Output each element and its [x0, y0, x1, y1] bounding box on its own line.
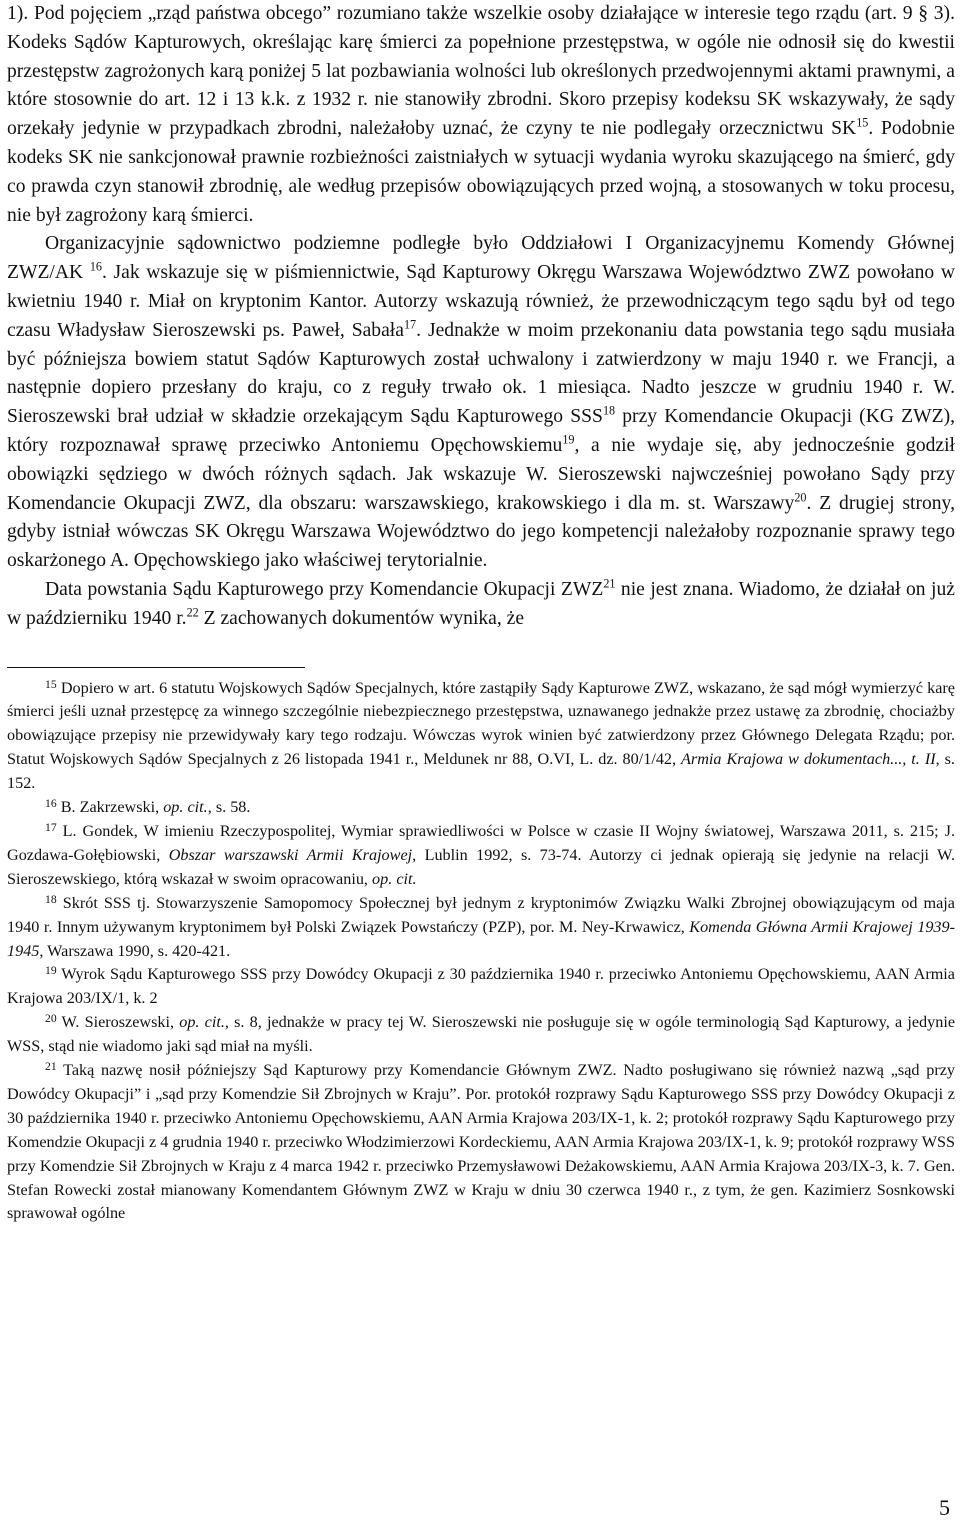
page-number: 5: [939, 1495, 950, 1520]
footnote-number: 16: [45, 796, 57, 810]
footnote: [7, 677, 955, 797]
document-page: [7, 0, 955, 1226]
text-run: Dopiero w art. 6 statutu Wojskowych Sądów Specjalnych, które zastąpiły Sądy Kapturowe ZWZ, wskazano, że sąd mógł wymierzyć karę śmierci jeśli uznał przestępcę za winnego szczególnie niebezpiecznego przestępstwa, uznawanego jednakże przez ustawę za zbrodnię, chociażby obowiązujące przepisy nie przewidywały kary tego rodzaju. Wówczas wyrok winien być zatwierdzony przez Głównego Delegata Rządu; por. Statut Wojskowych Sądów Specjalnych z 26 listopada 1941 r., Meldunek nr 88, O.VI, L. dz. 80/1/42,: [7, 678, 955, 769]
text-run: , s. 8, jednakże w pracy tej W. Sieroszewski nie posługuje się w ogóle terminologią Sąd Kapturowy, a jedynie WSS, stąd nie wiadomo jaki sąd miał na myśli.: [7, 1013, 956, 1056]
footnote-number: 18: [45, 892, 57, 906]
footnote-number: 21: [45, 1059, 57, 1073]
paragraph: [7, 576, 955, 634]
text-run: . Z drugiej strony, gdyby istniał wówczas SK Okręgu Warszawa Województwo do jego kompetencji należałoby rozpoznanie sprawy tego oskarżonego A. Opęchowskiego jako właściwej terytorialnie.: [7, 492, 955, 572]
text-run: . Podobnie kodeks SK nie sankcjonował prawnie rozbieżności zaistniałych w sytuacji wydania wyroku skazującego na śmierć, gdy co prawda czyn stanowił zbrodnię, ale według przepisów obowiązujących przed wojną, a stosowanych w toku procesu, nie był zagrożony karą śmierci.: [7, 118, 955, 226]
text-run: nie jest znana. Wiadomo, że działał on już w październiku 1940 r.: [7, 578, 955, 629]
text-run: Skrót SSS tj. Stowarzyszenie Samopomocy Społecznej był jednym z kryptonimów Związku Walki Zbrojnej obowiązującym od maja 1940 r. Innym używanym kryptonimem był Polski Związek Powstańczy (PZP), por. M. Ney-Krwawicz,: [7, 893, 955, 936]
text-run: Taką nazwę nosił późniejszy Sąd Kapturowy przy Komendancie Głównym ZWZ. Nadto posługiwano się również nazwą „sąd przy Dowódcy Okupacji” i „sąd przy Komendzie Sił Zbrojnych w Kraju”. Por. protokół rozprawy Sądu Kapturowego SSS przy Dowódcy Okupacji z 30 października 1940 r. przeciwko Antoniemu Opęchowskiemu, AAN Armia Krajowa 203/IX-1, k. 2; protokół rozprawy Sądu Kapturowego przy Komendzie Okupacji z 4 grudnia 1940 r. przeciwko Włodzimierzowi Kordeckiemu, AAN Armia Krajowa 203/IX-1, k. 9; protokół rozprawy WSS przy Komendzie Sił Zbrojnych w Kraju z 4 marca 1942 r. przeciwko Przemysławowi Deżakowskiemu, AAN Armia Krajowa 203/IX-3, k. 7. Gen. Stefan Rowecki został mianowany Komendantem Głównym ZWZ w Kraju w dniu 30 czerwca 1940 r., z tym, że gen. Kazimierz Sosnkowski sprawował ogólne: [7, 1061, 955, 1223]
italic-text: op. cit.: [179, 1013, 225, 1032]
footnote-number: 17: [45, 820, 57, 834]
text-run: Z zachowanych dokumentów wynika, że: [198, 607, 525, 629]
footnote-separator: [7, 667, 305, 668]
footnote-reference: 17: [403, 317, 417, 332]
italic-text: op. cit.: [372, 869, 417, 888]
footnote-number: 15: [45, 677, 57, 691]
footnote-reference: 16: [89, 259, 102, 274]
text-run: , s. 58.: [207, 798, 251, 817]
text-run: Lublin 1992, s. 73-74. Autorzy ci jednak opierają się jedynie na relacji W. Sieroszewskiego, którą wskazał w swoim opracowaniu,: [7, 845, 955, 888]
footnote-reference: 20: [794, 490, 807, 505]
footnotes: [7, 677, 955, 1227]
italic-text: Armia Krajowa w dokumentach..., t. II: [681, 750, 936, 769]
text-run: . Jednakże w moim przekonaniu data powstania tego sądu musiała być późniejsza bowiem statut Sądów Kapturowych został uchwalony i zatwierdzony w maju 1940 r. we Francji, a następnie dopiero przesłany do kraju, co z reguły trwało ok. 1 miesiąca. Nadto jeszcze w grudniu 1940 r. W. Sieroszewski brał udział w składzie orzekającym Sądu Kapturowego SSS: [7, 319, 955, 428]
main-text: [7, 0, 955, 634]
footnote: [7, 1059, 955, 1226]
footnote: [7, 963, 955, 1011]
italic-text: Komenda Główna Armii Krajowej 1939-1945: [7, 917, 955, 960]
text-run: Organizacyjnie sądownictwo podziemne podległe było Oddziałowi I Organizacyjnemu Komendy Głównej ZWZ/AK: [7, 233, 955, 284]
footnote: [7, 796, 955, 820]
footnote-reference: 18: [602, 403, 616, 418]
italic-text: Obszar warszawski Armii Krajowej,: [168, 845, 417, 864]
footnote: [7, 892, 955, 964]
text-run: Wyrok Sądu Kapturowego SSS przy Dowódcy Okupacji z 30 października 1940 r. przeciwko Antoniemu Opęchowskiemu, AAN Armia Krajowa 203/IX/1, k. 2: [7, 965, 955, 1008]
footnote-reference: 21: [603, 576, 616, 591]
footnote: [7, 820, 955, 892]
footnote-reference: 22: [186, 605, 199, 620]
footnote-number: 19: [45, 964, 57, 978]
footnote: [7, 1011, 955, 1059]
text-run: , s. 152.: [7, 750, 955, 793]
italic-text: op. cit.: [163, 798, 208, 817]
text-run: 1). Pod pojęciem „rząd państwa obcego” rozumiano także wszelkie osoby działające w interesie tego rządu (art. 9 § 3). Kodeks Sądów Kapturowych, określając karę śmierci za popełnione przestępstwa, w ogóle nie odnosił się do kwestii przestępstw zagrożonych karą poniżej 5 lat pozbawiania wolności lub określonych przedwojennymi aktami prawnymi, a które stosownie do art. 12 i 13 k.k. z 1932 r. nie stanowiły zbrodni. Skoro przepisy kodeksu SK wskazywały, że sądy orzekały jedynie w przypadkach zbrodni, należałoby uznać, że czyny te nie podlegały orzecznictwu SK: [7, 3, 955, 140]
text-run: . Jak wskazuje się w piśmiennictwie, Sąd Kapturowy Okręgu Warszawa Województwo ZWZ powołano w kwietniu 1940 r. Miał on kryptonim Kantor. Autorzy wskazują również, że przewodniczącym tego sądu był od tego czasu Władysław Sieroszewski ps. Paweł, Sabała: [7, 262, 955, 341]
text-run: L. Gondek, W imieniu Rzeczypospolitej, Wymiar sprawiedliwości w Polsce w czasie II Wojny światowej, Warszawa 2011, s. 215; J. Gozdawa-Gołębiowski,: [7, 821, 955, 864]
text-run: Data powstania Sądu Kapturowego przy Komendancie Okupacji ZWZ: [45, 578, 604, 600]
text-run: przy Komendancie Okupacji (KG ZWZ), który rozpoznawał sprawę przeciwko Antoniemu Opęchowskiemu: [7, 406, 956, 456]
text-run: , a nie wydaje się, aby jednocześnie godził obowiązki sędziego w dwóch różnych sądach. Jak wskazuje W. Sieroszewski najwcześniej powołano Sądy przy Komendancie Okupacji ZWZ, dla obszaru: warszawskiego, krakowskiego i dla m. st. Warszawy: [7, 434, 955, 514]
paragraph: [7, 230, 955, 576]
footnote-reference: 15: [856, 115, 869, 130]
footnote-reference: 19: [562, 432, 575, 447]
text-run: , Warszawa 1990, s. 420-421.: [39, 941, 231, 960]
text-run: W. Sieroszewski,: [56, 1013, 180, 1032]
paragraph: [7, 0, 955, 230]
footnote-number: 20: [45, 1011, 57, 1025]
text-run: B. Zakrzewski,: [56, 798, 164, 817]
